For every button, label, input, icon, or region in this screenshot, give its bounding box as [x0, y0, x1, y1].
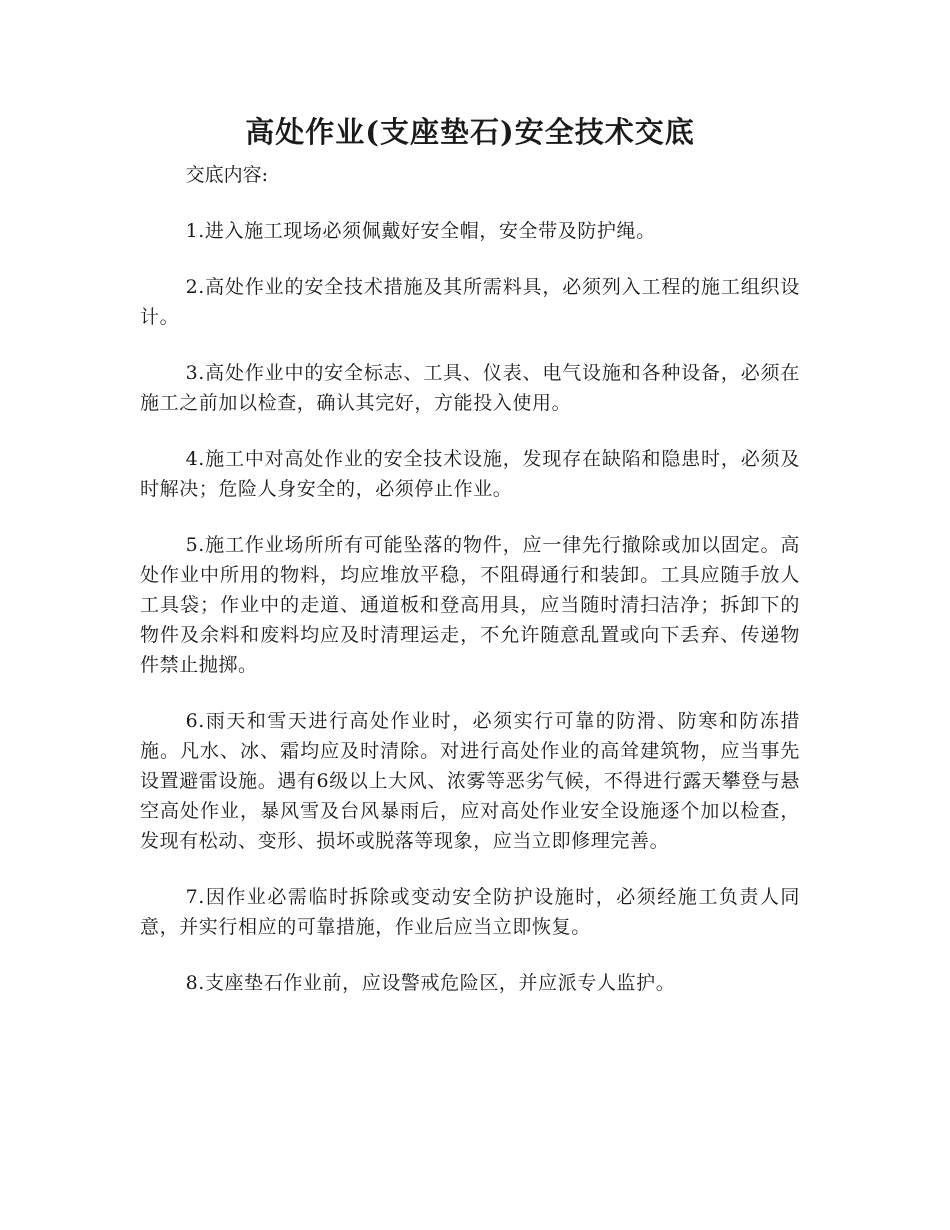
item-7: 7.因作业必需临时拆除或变动安全防护设施时，必须经施工负责人同意，并实行相应的可靠措施，作业后应当立即恢复。 — [140, 886, 800, 938]
document-page — [140, 112, 800, 1024]
item-6: 6.雨天和雪天进行高处作业时，必须实行可靠的防滑、防寒和防冻措施。凡水、冰、霜均应及时清除。对进行高处作业的高耸建筑物，应当事先设置避雷设施。遇有6级以上大风、浓雾等恶劣气候，不得进行露天攀登与悬空高处作业，暴风雪及台风暴雨后，应对高处作业安全设施逐个加以检查，发现有松动、变形、损坏或脱落等现象，应当立即修理完善。 — [140, 710, 800, 852]
item-1: 1.进入施工现场必须佩戴好安全帽，安全带及防护绳。 — [185, 220, 656, 242]
item-8: 8.支座垫石作业前，应设警戒危险区，并应派专人监护。 — [185, 972, 676, 994]
item-5: 5.施工作业场所所有可能坠落的物件，应一律先行撤除或加以固定。高处作业中所用的物料，均应堆放平稳，不阻碍通行和装卸。工具应随手放人工具袋；作业中的走道、通道板和登高用具，应当随时清扫洁净；拆卸下的物件及余料和废料均应及时清理运走，不允许随意乱置或向下丢弃、传递物件禁止抛掷。 — [140, 534, 800, 676]
item-3: 3.高处作业中的安全标志、工具、仪表、电气设施和各种设备，必须在施工之前加以检查，确认其完好，方能投入使用。 — [140, 362, 800, 414]
intro-label: 交底内容: — [185, 164, 268, 186]
item-4: 4.施工中对高处作业的安全技术设施，发现存在缺陷和隐患时，必须及时解决；危险人身安全的，必须停止作业。 — [140, 448, 800, 500]
document-title: 高处作业(支座垫石)安全技术交底 — [245, 115, 695, 149]
item-2: 2.高处作业的安全技术措施及其所需料具，必须列入工程的施工组织设计。 — [140, 276, 800, 328]
